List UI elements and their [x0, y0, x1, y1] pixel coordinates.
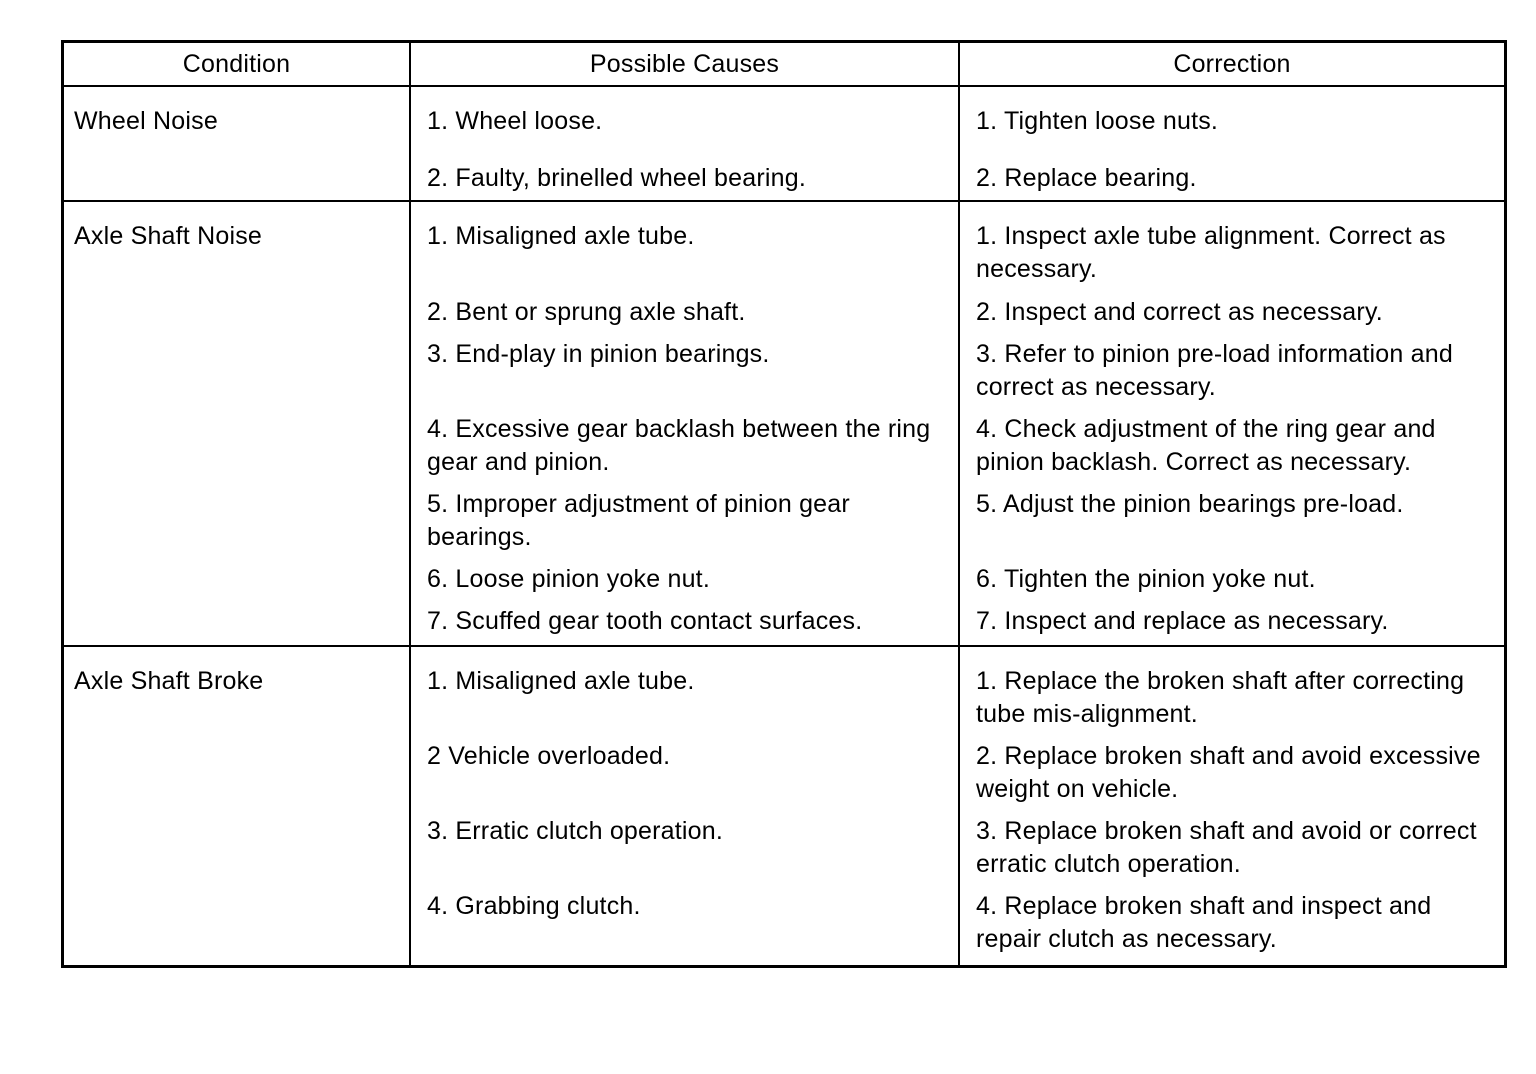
condition-cell [64, 647, 411, 965]
corrections-cell [960, 87, 1504, 200]
correction-item: 2. Replace broken shaft and avoid excessive weight on vehicle. [976, 742, 1481, 803]
cause-item: 1. Wheel loose. [427, 107, 603, 135]
correction-item: 3. Refer to pinion pre-load information and correct as necessary. [976, 340, 1453, 401]
correction-item: 2. Inspect and correct as necessary. [976, 298, 1383, 326]
cause-item: 3. End-play in pinion bearings. [427, 340, 770, 368]
cause-item: 7. Scuffed gear tooth contact surfaces. [427, 607, 863, 635]
corrections-cell [960, 647, 1504, 965]
correction-item: 4. Check adjustment of the ring gear and pinion backlash. Correct as necessary. [976, 415, 1436, 476]
correction-item: 6. Tighten the pinion yoke nut. [976, 565, 1316, 593]
correction-item: 7. Inspect and replace as necessary. [976, 607, 1389, 635]
causes-cell [411, 647, 960, 965]
correction-item: 1. Inspect axle tube alignment. Correct as necessary. [976, 222, 1446, 283]
diagnosis-table [61, 40, 1507, 968]
cause-item: 2. Faulty, brinelled wheel bearing. [427, 164, 806, 192]
correction-item: 2. Replace bearing. [976, 164, 1197, 192]
condition-text: Wheel Noise [74, 107, 218, 135]
condition-cell [64, 202, 411, 645]
header-correction: Correction [1173, 49, 1291, 78]
cause-item: 2 Vehicle overloaded. [427, 742, 671, 770]
table-header-row [64, 43, 1504, 85]
cause-item: 1. Misaligned axle tube. [427, 222, 695, 250]
causes-cell [411, 202, 960, 645]
cause-item: 6. Loose pinion yoke nut. [427, 565, 710, 593]
cause-item: 4. Excessive gear backlash between the ring gear and pinion. [427, 415, 931, 476]
table-row [64, 200, 1504, 645]
condition-cell [64, 87, 411, 200]
causes-cell [411, 87, 960, 200]
header-possible-causes: Possible Causes [411, 43, 960, 85]
cause-item: 2. Bent or sprung axle shaft. [427, 298, 746, 326]
cause-item: 5. Improper adjustment of pinion gear bearings. [427, 490, 850, 551]
correction-item: 4. Replace broken shaft and inspect and repair clutch as necessary. [976, 892, 1432, 953]
table-row [64, 645, 1504, 965]
table-row [64, 85, 1504, 200]
condition-text: Axle Shaft Broke [74, 667, 264, 695]
header-condition: Condition [64, 43, 411, 85]
cause-item: 1. Misaligned axle tube. [427, 667, 695, 695]
correction-item: 1. Replace the broken shaft after correcting tube mis-alignment. [976, 667, 1465, 728]
correction-item: 3. Replace broken shaft and avoid or correct erratic clutch operation. [976, 817, 1477, 878]
correction-item: 1. Tighten loose nuts. [976, 107, 1219, 135]
correction-item: 5. Adjust the pinion bearings pre-load. [976, 490, 1404, 518]
cause-item: 3. Erratic clutch operation. [427, 817, 724, 845]
cause-item: 4. Grabbing clutch. [427, 892, 641, 920]
condition-text: Axle Shaft Noise [74, 222, 263, 250]
corrections-cell [960, 202, 1504, 645]
